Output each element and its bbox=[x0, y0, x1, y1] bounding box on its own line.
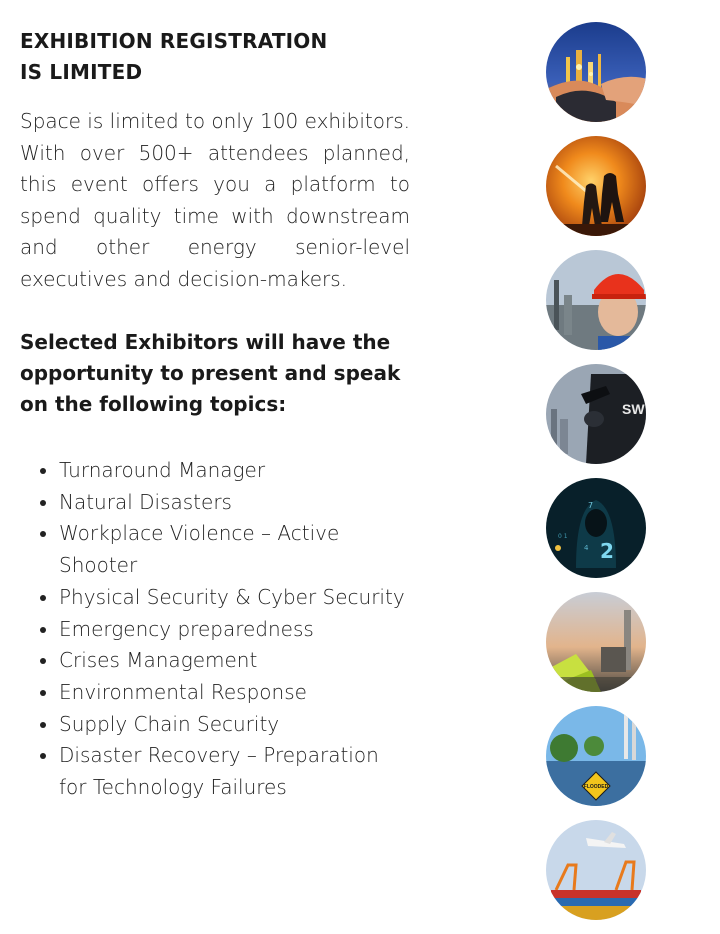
svg-text:2: 2 bbox=[600, 539, 614, 563]
topics-subheading: Selected Exhibitors will have the opportunity to present and speak on the following topics: bbox=[20, 330, 401, 416]
hardhat-worker-image bbox=[546, 250, 646, 350]
flooded-sign-image bbox=[546, 706, 646, 806]
page-heading bbox=[20, 26, 410, 88]
refinery-handshake-image bbox=[546, 22, 646, 122]
swat-officer-image bbox=[546, 364, 646, 464]
topic-item: • Natural Disasters bbox=[59, 487, 410, 519]
flooded-sign-text: FLOODED bbox=[583, 784, 609, 790]
image-column bbox=[546, 22, 648, 934]
topics-list bbox=[20, 455, 410, 804]
svg-text:SW: SW bbox=[622, 401, 645, 417]
main-content bbox=[20, 26, 410, 804]
topic-item: • Environmental Response bbox=[59, 677, 410, 709]
topic-item: • Workplace Violence – Active Shooter bbox=[59, 518, 410, 581]
cargo-port-image bbox=[546, 820, 646, 920]
svg-text:0 1: 0 1 bbox=[558, 533, 568, 540]
topic-item: • Physical Security & Cyber Security bbox=[59, 582, 410, 614]
topic-item: • Supply Chain Security bbox=[59, 709, 410, 741]
topic-item: • Turnaround Manager bbox=[59, 455, 410, 487]
heading-line-2: IS LIMITED bbox=[20, 60, 143, 84]
intro-paragraph: Space is limited to only 100 exhibitors. With over 500+ attendees planned, this event offers you a platform to spend quality time with downstream and other energy senior-level executives and decision-makers. bbox=[20, 109, 410, 291]
topic-item: • Crises Management bbox=[59, 645, 410, 677]
industrial-site-image bbox=[546, 592, 646, 692]
svg-text:7: 7 bbox=[588, 501, 594, 510]
heading-line-1: EXHIBITION REGISTRATION bbox=[20, 29, 328, 53]
svg-text:4: 4 bbox=[584, 544, 589, 552]
firefighters-image bbox=[546, 136, 646, 236]
topic-item: • Emergency preparedness bbox=[59, 614, 410, 646]
topic-item: • Disaster Recovery – Preparation for Technology Failures bbox=[59, 740, 410, 803]
hacker-image bbox=[546, 478, 646, 578]
